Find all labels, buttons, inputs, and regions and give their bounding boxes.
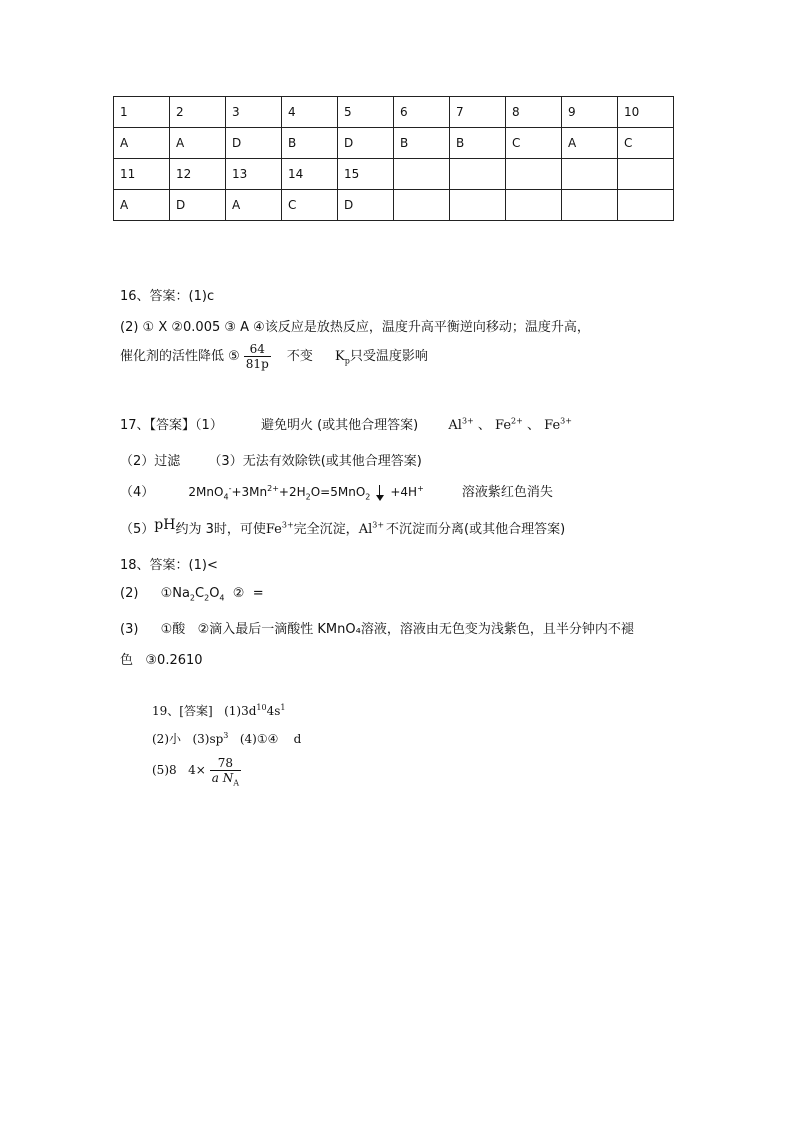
q17-line2 [120,450,422,469]
table-cell: A [114,128,170,159]
q19-l1-a: 19、[答案] (1)3d [152,704,257,718]
q19-fraction [210,756,241,788]
kp-subscript: p [344,356,350,366]
table-row [114,159,674,190]
eq-a: 2MnO [188,485,224,499]
table-cell: A [226,190,282,221]
q19-frac-den [210,771,241,788]
table-cell: 1 [114,97,170,128]
q17-line4 [120,518,565,537]
separator-2: 、 [526,418,540,433]
q17-p5-b: 完全沉淀， [293,522,359,537]
table-cell: 3 [226,97,282,128]
table-cell: A [170,128,226,159]
q17-p4-label: （4） [120,485,155,500]
kp-symbol: K [335,349,345,364]
q18-line2 [120,586,264,601]
table-cell: 6 [394,97,450,128]
ion-al: Al [448,418,462,433]
table-cell [562,190,618,221]
eq-e-sup: + [417,484,424,493]
eq-b: +3Mn [231,485,268,499]
table-cell: A [114,190,170,221]
q17-line1 [120,414,572,433]
table-cell [506,159,562,190]
q18-line4: 色 ③0.2610 [120,653,203,668]
al-symbol: Al [358,522,373,537]
table-row [114,97,674,128]
q19-line3 [152,756,245,788]
answer-table [113,96,674,221]
q18-l2-sub2: 2 [204,593,210,603]
ion-fe2-charge: 2+ [511,416,523,426]
q18-l3-label: (3) [120,622,139,637]
q19-l2-b: (4)①④ d [228,732,302,746]
eq-d: O=5MnO [310,485,366,499]
eq-d-sub: 2 [365,492,371,502]
table-cell: 2 [170,97,226,128]
table-cell: B [282,128,338,159]
table-cell: D [338,190,394,221]
q18-l2-a: ①Na [160,586,190,601]
q18-l2-sub1: 2 [189,593,196,603]
q18-l2-label: (2) [120,586,139,601]
fe-symbol: Fe [265,522,282,537]
q17-label: 17、【答案】（1） [120,418,223,433]
table-cell: C [618,128,674,159]
q16-line3-c: 只受温度影响 [349,349,428,364]
q17-p5-label: （5） [120,522,155,537]
table-cell: 10 [618,97,674,128]
q17-ions [448,418,572,433]
eq-e: +4H [390,485,418,499]
q16-line3-b: 不变 [286,349,313,364]
q19-l3-a: (5)8 4× [152,763,206,777]
table-cell [562,159,618,190]
table-cell: 13 [226,159,282,190]
eq-a-sup: - [228,484,232,493]
q17-equation [188,484,424,502]
fe3-ion [266,522,294,537]
q16-frac-num: 64 [244,342,271,357]
q18-line1: 18、答案：(1)< [120,558,218,573]
q16-line3-a: 催化剂的活性降低 ⑤ [120,349,240,364]
table-cell [394,190,450,221]
q18-line3 [120,618,634,637]
q18-l3-text: ①酸 ②滴入最后一滴酸性 KMnO₄溶液，溶液由无色变为浅紫色，且半分钟内不褪 [160,622,634,637]
table-cell: D [170,190,226,221]
separator-1: 、 [477,418,491,433]
ion-fe2: Fe [495,418,512,433]
q18-l2-d: ② = [224,586,264,601]
q17-p5-a: 约为 3时，可使 [175,522,266,537]
q18-l2-sub3: 4 [219,593,225,603]
q19-frac-den-a: a N [211,771,234,785]
table-cell [450,190,506,221]
q16-frac-den: 81p [245,357,269,371]
q19-frac-num: 78 [210,756,241,771]
fe-charge: 3+ [281,520,294,530]
table-cell [618,190,674,221]
q19-frac-den-sub: A [233,778,240,788]
q19-l2-sup: 3 [223,731,229,740]
table-cell: 14 [282,159,338,190]
table-cell: 12 [170,159,226,190]
eq-c-sub: 2 [305,492,311,502]
table-cell: 15 [338,159,394,190]
ion-fe3: Fe [544,418,561,433]
eq-a-sub: 4 [223,492,229,502]
q16-line3 [120,342,428,371]
q17-p4-text: 溶液紫红色消失 [461,485,553,500]
q17-line3 [120,481,553,501]
q17-p5-c: 不沉淀而分离(或其他合理答案) [386,522,566,537]
q19-line1 [152,702,285,719]
table-cell: 8 [506,97,562,128]
q19-l2-a: (2)小 (3)sp [152,732,224,746]
ion-al-charge: 3+ [461,416,474,426]
q16-kp [335,349,350,364]
table-cell [506,190,562,221]
table-cell: C [506,128,562,159]
table-cell [394,159,450,190]
q19-l1-sup2: 1 [280,703,286,712]
q16-line1: 16、答案：(1)c [120,289,215,304]
table-cell: D [226,128,282,159]
ph-symbol: pH [154,517,176,533]
table-cell: B [394,128,450,159]
eq-c: +2H [278,485,306,499]
table-cell: 5 [338,97,394,128]
precipitate-arrow-icon [376,485,384,501]
table-cell: 7 [450,97,506,128]
table-cell: 11 [114,159,170,190]
table-row [114,190,674,221]
q16-fraction [244,342,271,371]
al-charge: 3+ [372,520,385,530]
table-cell: D [338,128,394,159]
al3-ion [359,522,384,537]
table-row [114,128,674,159]
q18-l2-c: O [209,586,220,601]
q18-l2-content [161,586,264,601]
q19-l1-sup1: 10 [256,703,267,712]
table-cell: 4 [282,97,338,128]
table-cell: 9 [562,97,618,128]
q19-line2 [152,730,301,747]
q18-l2-b: C [195,586,205,601]
eq-b-sup: 2+ [267,484,279,493]
table-cell: C [282,190,338,221]
q17-p1-text: 避免明火 (或其他合理答案) [260,418,419,433]
table-cell: B [450,128,506,159]
table-cell: A [562,128,618,159]
q19-l1-b: 4s [266,704,281,718]
q17-p2: （2）过滤 [120,454,181,469]
q16-line2: (2) ① X ②0.005 ③ A ④该反应是放热反应，温度升高平衡逆向移动；温度升高， [120,320,590,335]
table-cell [450,159,506,190]
q17-p3: （3）无法有效除铁(或其他合理答案) [208,454,422,469]
ion-fe3-charge: 3+ [560,416,572,426]
table-cell [618,159,674,190]
